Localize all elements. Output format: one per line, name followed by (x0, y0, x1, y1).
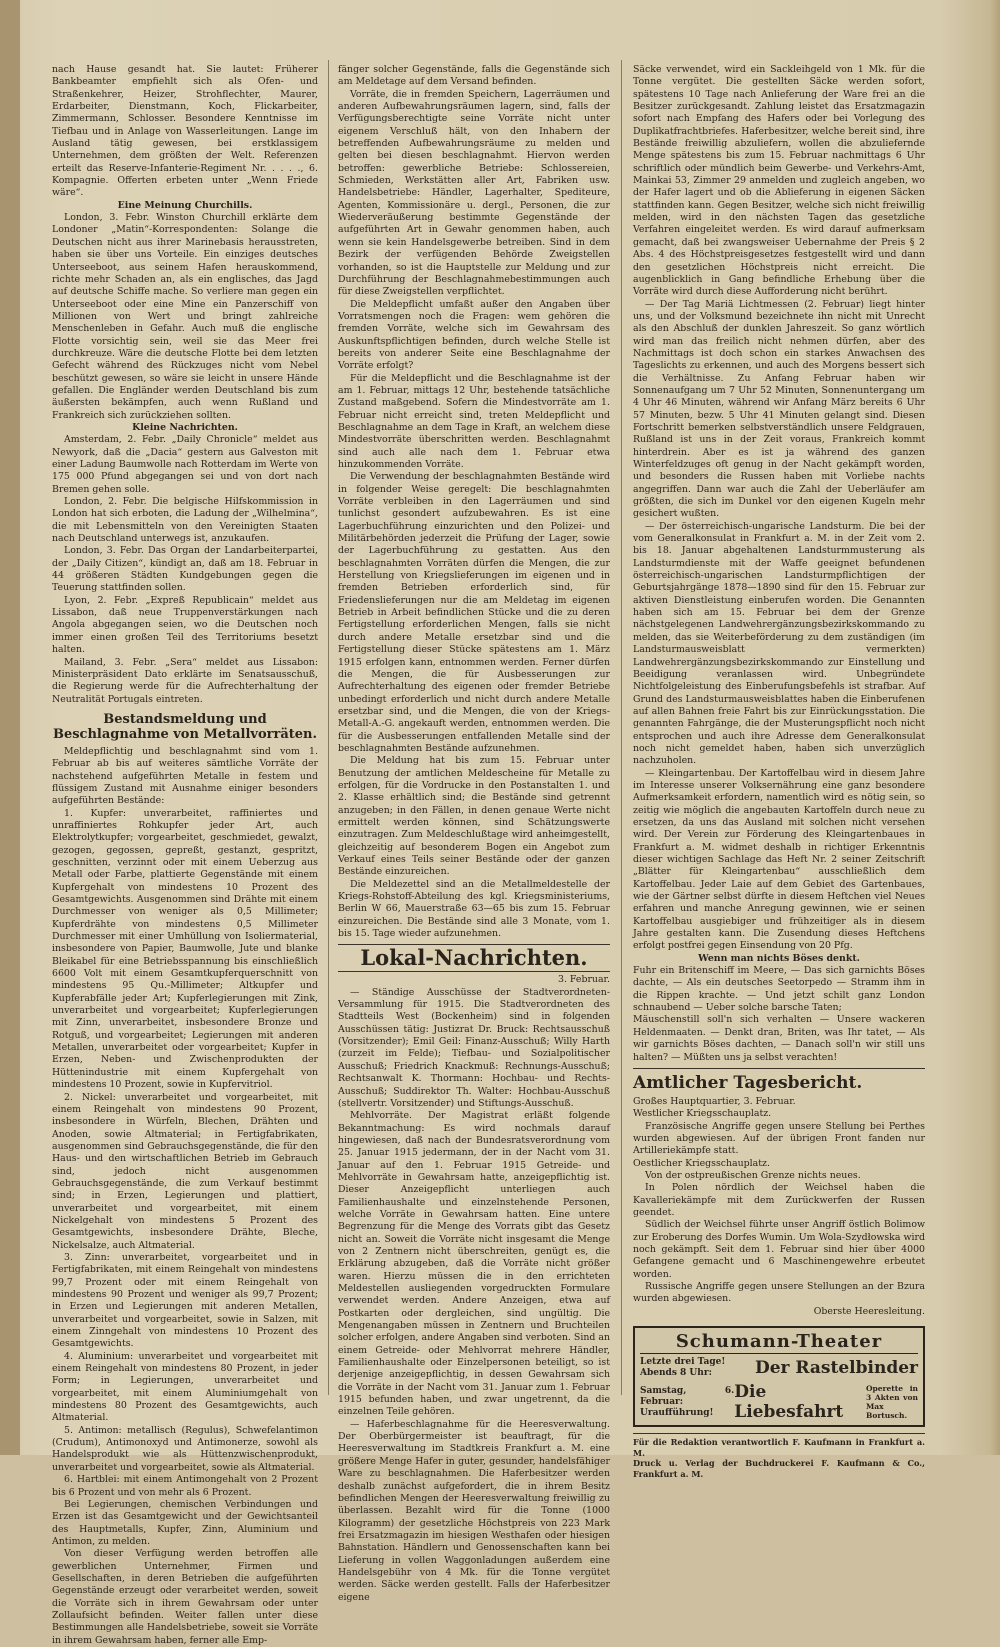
article-text: 2. Nickel: unverarbeitet und vorgearbeitet, mit einem Reingehalt von mindestens 90 Prozent, insbesondere in Würfeln, Blechen, Drähten und Anoden, sowie Altmaterial; in Fertigfabrikaten, ausgenommen sind Gebrauchsgegenstände, die für den Haus- und den wirtschaftlichen Betrieb im Gebrauch sind, jedoch nicht ausgenommen Gebrauchsgegenstände, die zum Verkauf bestimmt sind; in Erzen, Legierungen und plattiert, unverarbeitet und vorgearbeitet, mit einem Nickelgehalt von mindestens 5 Prozent des Gesamtgewichts, insbesondere Drähte, Bleche, Nickelsalze, auch Altmaterial. (52, 1091, 318, 1251)
article-text: Die Meldung hat bis zum 15. Februar unter Benutzung der amtlichen Meldescheine für Metalle zu erfolgen, für die Vordrucke in den Postanstalten 1. und 2. Klasse erhältlich sind; die Bestände sind getrennt anzugeben; in den Fällen, in denen genaue Werte nicht ermittelt werden können, sind Schätzungswerte einzutragen. Zum Meldeschlußtage wird anheimgestellt, gleichzeitig auf besonderem Bogen ein Angebot zum Verkauf eines Teils seiner Bestände oder der ganzen Bestände einzureichen. (338, 755, 610, 878)
ad-show-title: Die Liebesfahrt (734, 1382, 844, 1423)
article-text: Säcke verwendet, wird ein Sackleihgeld von 1 Mk. für die Tonne vergütet. Die gestellten Säcke werden sofort, spätestens 10 Tage nach Anlieferung der Ware frei an die Besitzer zurückgesandt. Zahlung leistet das Ersatzmagazin sofort nach Empfang des Hafers oder bei Vorlegung des Duplikatfrachtbriefes. Haferbesitzer, welche bereit sind, ihre Bestände freiwillig abzuliefern, wollen die abzuliefernde Menge spätestens bis zum 15. Februar nachmittags 6 Uhr schriftlich oder mündlich beim Gewerbe- und Verkehrs-Amt, Mainkai 53, Zimmer 29 anmelden und zugleich angeben, wo der Hafer lagert und ob die Ablieferung in eigenen Säcken stattfinden kann. Gegen Besitzer, welche sich nicht freiwillig melden, wird in den nächsten Tagen das gesetzliche Verfahren eingeleitet werden. Es wird darauf aufmerksam gemacht, daß bei zwangsweiser Uebernahme der Preis § 2 Abs. 4 des Höchstpreisgesetzes festgestellt wird und dann den gesetzlichen Höchstpreis nicht erreicht. Die augenblicklich in Gang befindliche Erhebung über die Vorräte wird durch diese Aufforderung nicht berührt. (633, 64, 925, 298)
headline-bestandsmeldung: Bestandsmeldung und Beschlagnahme von Metallvorräten. (52, 711, 318, 742)
column-2 (338, 64, 610, 1603)
dateline: Großes Hauptquartier, 3. Februar. (633, 1095, 796, 1107)
ad-title: Schumann-Theater (640, 1331, 918, 1354)
ad-line: Operette in 3 Akten von Max Bortusch. (866, 1384, 918, 1421)
report-text: Von der ostpreußischen Grenze nichts neues. (645, 1169, 861, 1181)
article-text: 5. Antimon: metallisch (Regulus), Schwefelantimon (Crudum), Antimonoxyd und Antimonerze, sowohl als Handelsprodukt wie als Hüttenzwischenprodukt, unverarbeitet und vorgearbeitet, sowie als Altmaterial. (52, 1424, 318, 1473)
page-fold-shadow (0, 0, 20, 1455)
headline-churchill: Eine Meinung Churchills. (117, 199, 253, 211)
ad-line: Abends 8 Uhr: (640, 1368, 712, 1379)
article-text: Die Meldezettel sind an die Metallmeldestelle der Kriegs-Rohstoff-Abteilung des kgl. Kriegsministeriums, Berlin W 66, Mauerstraße 63—65 bis zum 15. Februar einzureichen. Die Bestände sind alle 3 Monate, vom 1. bis 15. Tage wieder aufzunehmen. (338, 878, 610, 940)
article-text: — Haferbeschlagnahme für die Heeresverwaltung. Der Oberbürgermeister ist beauftragt, für die Heeresverwaltung im Stadtkreis Frankfurt a. M. eine größere Menge Hafer in guter, gesunder, handelsfähiger Ware zu beschlagnahmen. Die Haferbesitzer werden deshalb zunächst aufgefordert, die in ihrem Besitz befindlichen Mengen der Heeresverwaltung freiwillig zu überlassen. Bezahlt wird für die Tonne (1000 Kilogramm) der gesetzliche Höchstpreis von 223 Mark frei Ersatzmagazin im hiesigen Westhafen oder hiesigen Bahnstation. Händlern und Genossenschaften kann bei Lieferung in vollen Waggonladungen außerdem eine Handelsgebühr von 4 Mk. für die Tonne vergütet werden. Säcke werden gestellt. Falls der Haferbesitzer eigene (338, 1418, 610, 1603)
subheading: Westlicher Kriegsschauplatz. (633, 1108, 772, 1120)
ad-show-title: Der Rastelbinder (754, 1358, 918, 1379)
article-text: — Kleingartenbau. Der Kartoffelbau wird in diesem Jahre im Interesse unserer Volksernährung eine ganz besondere Aufmerksamkeit erfordern, namentlich wird es nötig sein, so zeitig wie möglich die angebauten Kartoffeln durch neue zu ersetzen, da uns das Ausland mit solchen nicht versehen wird. Der Verein zur Förderung des Kleingartenbaues in Frankfurt a. M. widmet deshalb in richtiger Erkenntnis dieser wichtigen Sachlage das Heft Nr. 2 seiner Zeitschrift „Blätter für Kleingartenbau“ ausschließlich dem Kartoffelbau. Jeder Laie auf dem Gebiet des Gartenbaues, wie der Gärtner selbst dürfte in diesem Heftchen viel Neues erfahren und manche Anregung gewinnen, wie er seinen Kartoffelbau ausgiebiger und frühzeitiger als in diesem Jahre gestalten kann. Die Zusendung dieses Heftchens erfolgt postfrei gegen Einsendung von 20 Pfg. (633, 767, 925, 952)
ad-line: Uraufführung! (640, 1407, 714, 1418)
article-text: London, 3. Febr. Winston Churchill erklärte dem Londoner „Matin“-Korrespondenten: Solange die Deutschen nicht aus ihrer Marinebasis herausstreten, haben sie über uns Vorteile. Ein einziges deutsches Unterseeboot, aus seinem Hafen herauskommend, richte mehr Schaden an, als ein englisches, das Jagd auf deutsche Schiffe mache. So verliere man gegen ein Unterseeboot oder eine Mine ein Panzerschiff von Millionen von Wert und bringt zahlreiche Menschenleben in Gefahr. Auch muß die englische Flotte vorsichtig sein, weil sie das Meer frei durchkreuze. Wäre die deutsche Flotte bei dem letzten Gefecht während des Rückzuges nicht vom Nebel beschützt gewesen, so wäre sie leicht in unsere Hände gefallen. Die Engländer werden Deutschland bis zum äußersten bekämpfen, auch wenn Rußland und Frankreich sich zurückziehen sollten. (52, 212, 318, 421)
article-text: 3. Zinn: unverarbeitet, vorgearbeitet und in Fertigfabrikaten, mit einem Reingehalt von mindestens 99,7 Prozent oder mit einem Reingehalt von mindestens 90 Prozent und weniger als 99,7 Prozent; in Erzen und Legierungen mit anderen Metallen, unverarbeitet und vorgearbeitet, sowie in Salzen, mit einem Zinngehalt von mindestens 10 Prozent des Gesamtgewichts. (52, 1251, 318, 1350)
article-text: 1. Kupfer: unverarbeitet, raffiniertes und unraffiniertes Rohkupfer jeder Art, auch Elektrolytkupfer; vorgearbeitet, geschmiedet, gewalzt, gezogen, gegossen, gepreßt, gestanzt, gespritzt, geschnitten, verzinnt oder mit einem Ueberzug aus Metall oder Farbe, plattierte Gegenstände mit einem Kupfergehalt von mindestens 10 Prozent des Gesamtgewichts. Ausgenommen sind Drähte mit einem Durchmesser von weniger als 0,5 Millimeter; Kupferdrähte von mindestens 0,5 Millimeter Durchmesser mit einer Umhüllung von Isoliermaterial, insbesondere von Papier, Baumwolle, Jute und blanke Bleikabel für eine Betriebsspannung bis einschließlich 6600 Volt mit einem Gesamtkupferquerschnitt von mindestens 95 Qu.-Millimeter; Altkupfer und Kupferabfälle jeder Art; Kupferlegierungen mit Zink, unverarbeitet und vorgearbeitet; Kupferlegierungen mit Zinn, unverarbeitet, insbesondere Bronze und Rotguß, und vorgearbeitet; Legierungen mit anderen Metallen, unverarbeitet oder vorgearbeitet; Kupfer in Erzen, Neben- und Zwischenprodukten der Hüttenindustrie mit einem Kupfergehalt von mindestens 10 Prozent, sowie in Kupfervitriol. (52, 807, 318, 1091)
article-text: nach Hause gesandt hat. Sie lautet: Früherer Bankbeamter empfiehlt sich als Ofen- und Straßenkehrer, Heizer, Strohflechter, Maurer, Erdarbeiter, Dienstmann, Koch, Flickarbeiter, Zimmermann, Schlosser. Besondere Kenntnisse im Tiefbau und in Anlage von Wasserleitungen. Lange im Ausland tätig gewesen, bei erstklassigem Unternehmen, dem größten der Welt. Referenzen erteilt das Reserve-Infanterie-Regiment Nr. . . . ., 6. Kompagnie. Offerten erbeten unter „Wenn Friede wäre“. (52, 64, 318, 199)
headline-amtlicher-tagesbericht: Amtlicher Tagesbericht. (633, 1068, 925, 1094)
report-text: Französische Angriffe gegen unsere Stellung bei Perthes wurden abgewiesen. Auf der übrigen Front fanden nur Artilleriekämpfe statt. (633, 1120, 925, 1157)
news-item: London, 2. Febr. Die belgische Hilfskommission in London hat sich erboten, die Ladung der „Wilhelmina“, die mit Lebensmitteln von den Vereinigten Staaten nach Deutschland unterwegs ist, anzukaufen. (52, 496, 318, 545)
news-item: Amsterdam, 2. Febr. „Daily Chronicle“ meldet aus Newyork, daß die „Dacia“ gestern aus Galveston mit einer Ladung Baumwolle nach Rotterdam im Werte von 175 000 Pfund abgegangen sei und von dort nach Bremen gehen solle. (52, 434, 318, 495)
subheading: Oestlicher Kriegsschauplatz. (633, 1157, 770, 1169)
article-text: Die Meldepflicht umfaßt außer den Angaben über Vorratsmengen noch die Fragen: wem gehören die fremden Vorräte, welche sich im Gewahrsam des Auskunftspflichtigen befinden, durch welche Stelle ist bereits von anderer Seite eine Beschlagnahme der Vorräte erfolgt? (338, 298, 610, 372)
theater-advertisement (633, 1326, 925, 1427)
ad-line: Letzte drei Tage! (640, 1357, 726, 1368)
article-text: Mehlvorräte. Der Magistrat erläßt folgende Bekanntmachung: Es wird nochmals darauf hingewiesen, daß nach der Bundesratsverordnung vom 25. Januar 1915 jedermann, der in der Nacht vom 31. Januar auf den 1. Februar 1915 Getreide- und Mehlvorräte in Gewahrsam hatte, anzeigepflichtig ist. Dieser Anzeigepflicht unterliegen auch Familienhaushalte und einzelnstehende Personen, welche Vorräte in Gewahrsam hatten. Eine untere Begrenzung für die Menge des Vorrats gibt das Gesetz nicht an. Soweit die Vorräte nicht insgesamt die Menge von 2 Zentnern nicht überschreiten, genügt es, die Erklärung abzugeben, daß die Vorräte nicht größer waren. Hierzu müssen die in den errichteten Meldestellen ausliegenden vorgedruckten Formulare verwendet werden. Andere Anzeigen, etwa auf Postkarten oder dergleichen, sind ungültig. Die Mengenangaben müssen in Zentnern und Bruchteilen solcher erfolgen, andere Angaben sind verboten. Sind an einem Getreide- oder Mehlvorrat mehrere Händler, Familienhaushalte oder Einzelpersonen beteiligt, so ist derjenige anzeigepflichtig, in dessen Gewahrsam sich die Vorräte in der Nacht vom 31. Januar zum 1. Februar 1915 befunden haben, und zwar ungetrennt, da die einzelnen Teile gehören. (338, 1110, 610, 1418)
headline-kleine-nachrichten: Kleine Nachrichten. (132, 421, 238, 433)
article-text: 6. Hartblei: mit einem Antimongehalt von 2 Prozent bis 6 Prozent und von mehr als 6 Prozent. (52, 1474, 318, 1498)
ad-row-1 (640, 1357, 918, 1379)
article-text: Von dieser Verfügung werden betroffen alle gewerblichen Unternehmer, Firmen und Gesellschaften, in deren Betrieben die aufgeführten Gegenstände erzeugt oder verarbeitet werden, soweit die Vorräte sich in ihrem Gewahrsam oder unter Zollaufsicht befinden. Weiter fallen unter diese Bestimmungen alle Handelsbetriebe, soweit sie Vorräte in ihrem Gewahrsam haben, ferner alle Emp- (52, 1548, 318, 1646)
poem-stanza: Mäuschenstill soll'n sich verhalten — Unsere wackeren Heldenmaaten. — Denkt dran, Briten, was Ihr tatet, — Als wir garnichts Böses dachten, — Danach soll'n wir still uns halten? — Müßten uns ja selbst verachten! (633, 1014, 925, 1063)
imprint: Druck u. Verlag der Buchdruckerei F. Kaufmann & Co., Frankfurt a. M. (633, 1458, 925, 1479)
poem (633, 965, 925, 1064)
ad-line: Samstag, 6. Februar: (640, 1385, 735, 1407)
article-text: Meldepflichtig und beschlagnahmt sind vom 1. Februar ab bis auf weiteres sämtliche Vorräte der nachstehend aufgeführten Metalle in festem und flüssigem Zustand mit Ausnahme einiger besonders aufgeführten Bestände: (52, 745, 318, 807)
article-text: Die Verwendung der beschlagnahmten Bestände wird in folgender Weise geregelt: Die beschlagnahmten Vorräte verbleiben in den Lagerräumen und sind tunlichst gesondert aufzubewahren. Es ist eine Lagerbuchführung einzurichten und den Polizei- und Militärbehörden jederzeit die Prüfung der Lager, sowie der Lagerbuchführung zu gestatten. Aus den beschlagnahmten Vorräten dürfen die Mengen, die zur Herstellung von Kriegslieferungen im eigenen und in fremden Betrieben erforderlich sind, für Friedenslieferungen nur die am Meldetag im eigenen Betrieb in Arbeit befindlichen Stücke und die zu deren Fertigstellung erforderlichen Mengen, falls sie nicht durch andere Metalle ersetzbar sind und die Fertigstellung dieser Stücke spätestens am 1. März 1915 erfolgen kann, entnommen werden. Ferner dürfen die Mengen, die für Ausbesserungen zur Aufrechterhaltung des eigenen oder fremder Betriebe unbedingt erforderlich und nicht durch andere Metalle ersetzbar sind, und die Mengen, die von der Kriegs-Metall-A.-G. angekauft werden, entnommen werden. Die für die Ausbesserungen entfallenden Metalle sind der beschlagnahmten Bestände aufzunehmen. (338, 471, 610, 754)
column-rule (621, 60, 622, 1395)
news-item: London, 3. Febr. Das Organ der Landarbeiterpartei, der „Daily Citizen“, kündigt an, daß am 18. Februar in 44 größeren Städten Kundgebungen gegen die Teuerung stattfinden sollen. (52, 545, 318, 594)
article-text: fänger solcher Gegenstände, falls die Gegenstände sich am Meldetage auf dem Versand befinden. (338, 64, 610, 88)
dateline: 3. Februar. (557, 974, 610, 986)
signature: Oberste Heeresleitung. (813, 1305, 925, 1317)
report-text: Russische Angriffe gegen unsere Stellungen an der Bzura wurden abgewiesen. (633, 1281, 925, 1305)
article-text: — Der österreichisch-ungarische Landsturm. Die bei der vom Generalkonsulat in Frankfurt a. M. in der Zeit vom 2. bis 18. Januar abgehaltenen Landsturmmusterung als Landsturmdienste mit der Waffe geeignet befundenen österreichisch-ungarischen Landsturmpflichtigen der Geburtsjahrgänge 1878—1890 sind für den 15. Februar zur aktiven Dienstleistung einberufen worden. Die Genannten haben sich am 15. Februar bei dem der Grenze nächstgelegenen Landwehrergänzungsbezirkskommando zu melden, das sie Weiterbeförderung zu dem zuständigen (im Landsturmausweisblatt vermerkten) Landwehrergänzungsbezirkskommando zur Einstellung und Beeidigung veranlassen wird. Unbegründete Nichtfolgeleistung des Einberufungsbefehls ist strafbar. Auf Grund des Landsturmausweisblattes haben die Einberufenen auf allen Bahnen freie Fahrt bis zur Einrückungsstation. Die genannten Fahrgänge, die der Musterungspflicht noch nicht entsprochen und auch ihre Adresse dem Generalkonsulat noch nicht gemeldet haben, haben sich unverzüglich nachzuholen. (633, 520, 925, 767)
news-item: Mailand, 3. Febr. „Sera“ meldet aus Lissabon: Ministerpräsident Dato erklärte im Senatsausschuß, die Regierung werde für die Aufrechterhaltung der Neutralität Portugals eintreten. (52, 656, 318, 705)
news-item: Lyon, 2. Febr. „Expreß Republicain“ meldet aus Lissabon, daß neue Truppenverstärkungen nach Angola abgegangen seien, wo die Deutschen noch immer einen großen Teil des Territoriums besetzt halten. (52, 594, 318, 656)
column-1 (52, 64, 318, 1646)
article-text: — Ständige Ausschüsse der Stadtverordneten-Versammlung für 1915. Die Stadtverordneten des Stadtteils West (Bockenheim) sind in folgenden Ausschüssen tätig: Justizrat Dr. Bruck: Rechtsausschuß (Vorsitzender); Emil Geil: Finanz-Ausschuß; Willy Harth (zurzeit im Felde); Tiefbau- und Sozialpolitischer Ausschuß; Friedrich Knackmuß: Rechnungs-Ausschuß; Rechtsanwalt K. Thormann: Hochbau- und Rechts-Ausschuß; Suddirektor Th. Walter: Hochbau-Ausschuß (stellvertr. Vorsitzender) und Stiftungs-Ausschuß. (338, 986, 610, 1109)
article-text: Für die Meldepflicht und die Beschlagnahme ist der am 1. Februar, mittags 12 Uhr, bestehende tatsächliche Zustand maßgebend. Sofern die Mindestvorräte am 1. Februar nicht erreicht sind, treten Meldepflicht und Beschlagnahme an dem Tage in Kraft, an welchem diese Mindestvorräte überschritten werden. Beschlagnahmt sind auch alle nach dem 1. Februar etwa hinzukommenden Vorräte. (338, 372, 610, 470)
report-text: In Polen nördlich der Weichsel haben die Kavalleriekämpfe mit dem Zurückwerfen der Russen geendet. (633, 1182, 925, 1218)
article-text: 4. Aluminium: unverarbeitet und vorgearbeitet mit einem Reingehalt von mindestens 80 Prozent, in jeder Form; in Legierungen, unverarbeitet und vorgearbeitet, mit einem Aluminiumgehalt von mindestens 80 Prozent des Gesamtgewichts, auch Altmaterial. (52, 1350, 318, 1424)
column-3 (633, 64, 925, 1479)
column-rule (328, 60, 329, 1395)
article-text: — Der Tag Mariä Lichtmessen (2. Februar) liegt hinter uns, und der Volksmund bezeichnete ihn nicht mit Unrecht als den Abschluß der dunklen Jahreszeit. So ganz wörtlich wird man das freilich nicht nehmen dürfen, aber des Nachmittags ist doch schon ein starkes Anwachsen des Tageslichts zu erkennen, und auch des Morgens bessert sich die Verhältnisse. Zu Anfang Februar haben wir Sonnenaufgang um 7 Uhr 52 Minuten, Sonnenuntergang um 4 Uhr 46 Minuten, während wir Anfang März bereits 6 Uhr 57 Minuten, bezw. 5 Uhr 41 Minuten gelangt sind. Diesen Fortschritt bemerken selbstverständlich unsere Feldgrauen, Rußland ist uns in der Zeit voraus, Frankreich kommt hinterdrein. Aber es ist ja während des ganzen Winterfeldzuges oft genug in der Nacht gekämpft worden, und besonders die Russen haben mit Vorliebe nachts angegriffen. Dann war auch die Zahl der Ueberläufer am größten, die sich im Dunkel vor den eigenen Kugeln mehr gesichert wußten. (633, 298, 925, 520)
ad-times (640, 1357, 725, 1379)
ad-times (640, 1386, 734, 1419)
headline-poem: Wenn man nichts Böses denkt. (698, 952, 860, 964)
imprint: Für die Redaktion verantwortlich F. Kaufmann in Frankfurt a. M. (633, 1433, 925, 1458)
poem-stanza: Fuhr ein Britenschiff im Meere, — Das sich garnichts Böses dachte, — Als ein deutsches Seetorpedo — Stramm ihm in die Rippen krachte. — Und jetzt schilt ganz London schnaubend — Ueber solche barsche Taten; (633, 965, 925, 1014)
ad-row-2 (640, 1382, 918, 1422)
headline-lokal-nachrichten: Lokal-Nachrichten. (338, 944, 610, 972)
article-text: Bei Legierungen, chemischen Verbindungen und Erzen ist das Gesamtgewicht und der Gewichtsanteil des Hauptmetalls, Kupfer, Zinn, Aluminium und Antimon, zu melden. (52, 1498, 318, 1547)
report-text: Südlich der Weichsel führte unser Angriff östlich Bolimow zur Eroberung des Dorfes Wumin. Um Wola-Szydłowska wird noch gekämpft. Seit dem 1. Februar sind hier über 4000 Gefangene gemacht und 6 Maschinengewehre erbeutet worden. (633, 1219, 925, 1280)
article-text: Vorräte, die in fremden Speichern, Lagerräumen und anderen Aufbewahrungsräumen lagern, sind, falls der Verfügungsberechtigte seine Vorräte nicht unter eigenem Verschluß hält, von den Inhabern der betreffenden Aufbewahrungsräume zu melden und gelten bei diesen beschlagnahmt. Hiervon werden betroffen: gewerbliche Betriebe: Schlossereien, Schmieden, Werkstätten aller Art, Fabriken usw. Handelsbetriebe: Händler, Lagerhalter, Spediteure, Agenten, Kommissionäre u. dergl., Personen, die zur Wiederveräußerung bestimmte Gegenstände der aufgeführten Art in Gewahr genommen haben, auch wenn sie kein Handelsgewerbe betreiben. Sind in dem Bezirk der verfügenden Behörde Zweigstellen vorhanden, so ist die Hauptstelle zur Meldung und zur Durchführung der Beschlagnahmebestimmungen auch für diese Zweigstellen verpflichtet. (338, 88, 610, 298)
